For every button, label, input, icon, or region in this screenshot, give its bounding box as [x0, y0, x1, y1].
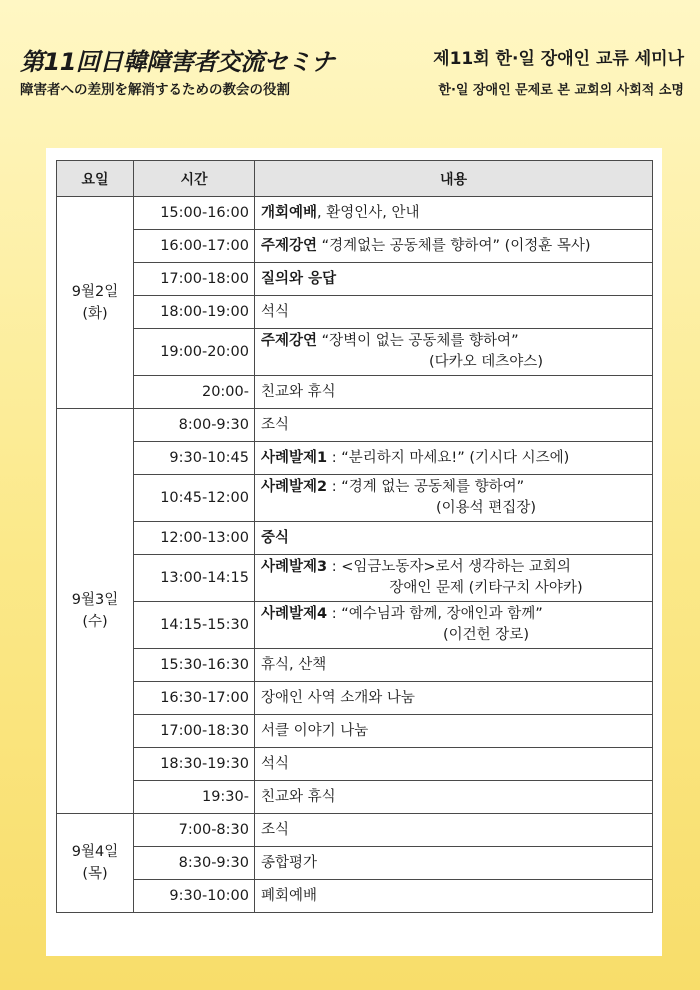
content-cell [255, 296, 653, 329]
time-cell: 8:30-9:30 [134, 847, 255, 880]
content-text: 친교와 휴식 [261, 788, 336, 805]
content-cell [255, 522, 653, 555]
time-cell: 17:00-18:00 [134, 263, 255, 296]
day-date: 9월2일 [71, 283, 119, 300]
day-weekday: (화) [82, 305, 108, 322]
header [0, 42, 700, 102]
schedule-table [56, 160, 653, 913]
content-second-line: (이건헌 장로) [443, 627, 529, 643]
content-heading: 사례발제3 [261, 559, 328, 575]
time-cell: 14:15-15:30 [134, 602, 255, 649]
schedule-card [46, 148, 662, 956]
content-cell [255, 847, 653, 880]
table-row [57, 442, 653, 475]
content-cell [255, 602, 653, 649]
content-cell [255, 649, 653, 682]
table-row [57, 649, 653, 682]
time-cell: 18:00-19:00 [134, 296, 255, 329]
korean-title: 제11회 한·일 장애인 교류 세미나 [433, 49, 684, 69]
content-heading: 중식 [261, 529, 290, 546]
content-heading: 사례발제4 [261, 606, 328, 622]
time-cell: 17:00-18:30 [134, 715, 255, 748]
content-cell [255, 442, 653, 475]
table-row [57, 296, 653, 329]
day-date: 9월3일 [71, 592, 119, 608]
table-row [57, 329, 653, 376]
content-text: : “분리하지 마세요!” (기시다 시즈에) [327, 449, 570, 466]
content-heading: 주제강연 [261, 237, 318, 254]
day-cell [57, 409, 134, 814]
content-heading: 사례발제2 [261, 479, 328, 495]
content-second-line: 장애인 문제 (키타구치 사야카) [389, 580, 583, 596]
content-text: 친교와 휴식 [261, 383, 336, 400]
content-cell [255, 781, 653, 814]
time-cell: 7:00-8:30 [134, 814, 255, 847]
time-cell: 19:00-20:00 [134, 329, 255, 376]
content-text: : <임금노동자>로서 생각하는 교회의 [327, 559, 571, 575]
time-cell: 13:00-14:15 [134, 555, 255, 602]
time-cell: 20:00- [134, 376, 255, 409]
time-cell: 19:30- [134, 781, 255, 814]
content-second-line: (다카오 데츠야스) [429, 354, 543, 370]
content-text: 조식 [261, 416, 290, 433]
time-cell: 9:30-10:45 [134, 442, 255, 475]
content-heading: 질의와 응답 [261, 270, 337, 287]
content-cell [255, 230, 653, 263]
content-text: 조식 [261, 821, 290, 838]
day-date: 9월4일 [71, 844, 119, 860]
time-cell: 16:00-17:00 [134, 230, 255, 263]
table-row [57, 263, 653, 296]
content-text: 석식 [261, 755, 290, 772]
table-header-row [57, 161, 653, 197]
content-text: : “예수님과 함께, 장애인과 함께” [327, 606, 543, 622]
table-row [57, 522, 653, 555]
table-row [57, 475, 653, 522]
table-row [57, 376, 653, 409]
table-row [57, 230, 653, 263]
table-row [57, 555, 653, 602]
time-cell: 18:30-19:30 [134, 748, 255, 781]
content-cell [255, 880, 653, 913]
content-cell [255, 715, 653, 748]
time-cell: 12:00-13:00 [134, 522, 255, 555]
content-heading: 개회예배 [261, 204, 318, 221]
content-cell [255, 682, 653, 715]
content-cell [255, 197, 653, 230]
table-row [57, 814, 653, 847]
time-cell: 15:30-16:30 [134, 649, 255, 682]
column-header-content: 내용 [255, 161, 653, 197]
content-cell [255, 475, 653, 522]
content-cell [255, 555, 653, 602]
content-cell [255, 376, 653, 409]
content-text: , 환영인사, 안내 [317, 204, 420, 221]
content-text: 휴식, 산책 [261, 656, 327, 673]
table-row [57, 847, 653, 880]
content-text: 서클 이야기 나눔 [261, 722, 369, 739]
time-cell: 10:45-12:00 [134, 475, 255, 522]
time-cell: 8:00-9:30 [134, 409, 255, 442]
content-text: 석식 [261, 303, 290, 320]
content-cell [255, 263, 653, 296]
column-header-day: 요일 [57, 161, 134, 197]
content-text: “경계없는 공동체를 향하여” (이정훈 목사) [317, 237, 591, 254]
content-cell [255, 748, 653, 781]
content-heading: 주제강연 [261, 333, 318, 349]
content-text: 장애인 사역 소개와 나눔 [261, 689, 415, 706]
content-text: : “경계 없는 공동체를 향하여” [327, 479, 525, 495]
japanese-subtitle: 障害者への差別を解消するための教会の役割 [20, 82, 290, 98]
content-cell [255, 409, 653, 442]
content-cell [255, 329, 653, 376]
day-weekday: (목) [82, 866, 108, 882]
table-row [57, 602, 653, 649]
table-row [57, 715, 653, 748]
table-row [57, 880, 653, 913]
day-weekday: (수) [82, 614, 108, 630]
day-cell [57, 814, 134, 913]
content-text: “장벽이 없는 공동체를 향하여” [317, 333, 519, 349]
time-cell: 15:00-16:00 [134, 197, 255, 230]
time-cell: 9:30-10:00 [134, 880, 255, 913]
time-cell: 16:30-17:00 [134, 682, 255, 715]
day-cell [57, 197, 134, 409]
content-second-line: (이용석 편집장) [436, 500, 536, 516]
table-row [57, 781, 653, 814]
japanese-title: 第11回日韓障害者交流セミナ [20, 48, 335, 76]
table-row [57, 682, 653, 715]
content-cell [255, 814, 653, 847]
content-heading: 사례발제1 [261, 449, 328, 466]
table-row [57, 197, 653, 230]
content-text: 폐회예배 [261, 887, 318, 904]
table-row [57, 409, 653, 442]
content-text: 종합평가 [261, 854, 318, 871]
table-row [57, 748, 653, 781]
korean-subtitle: 한·일 장애인 문제로 본 교회의 사회적 소명 [438, 83, 684, 98]
column-header-time: 시간 [134, 161, 255, 197]
